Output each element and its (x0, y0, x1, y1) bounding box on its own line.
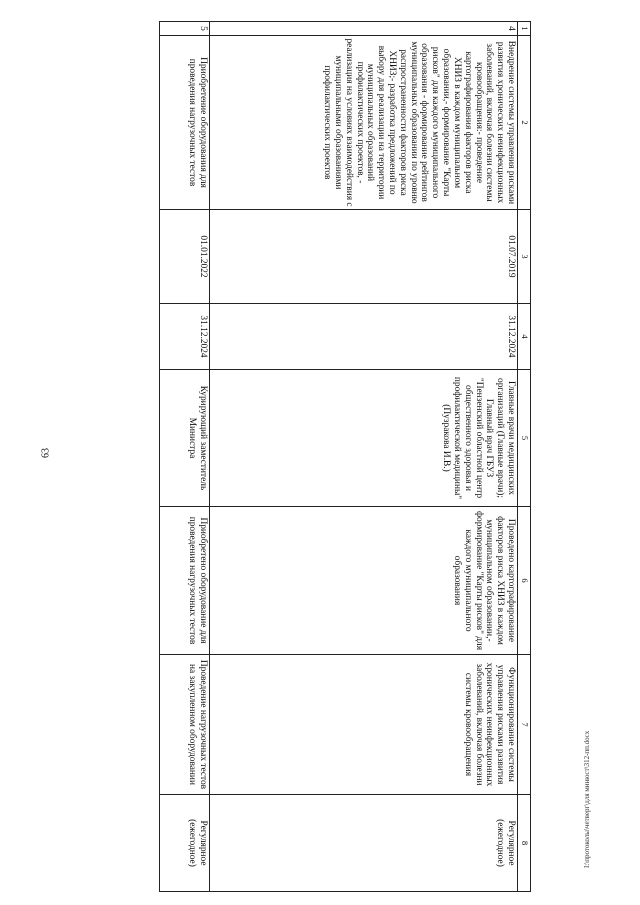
header-cell: 6 (518, 507, 531, 655)
result-cell: Проведено картографирование факторов риска ХНИЗ в каждом муниципальном образовании,- формирование "Карты рисков" для каждого муниципального образования (210, 507, 518, 655)
row-number: 4 (210, 22, 518, 36)
header-cell: 1 (518, 22, 531, 36)
end-date-cell: 31.12.2024 (210, 304, 518, 370)
rotated-table-container (111, 21, 531, 891)
events-table (159, 21, 531, 892)
row-number: 5 (160, 22, 210, 36)
table-row (160, 22, 210, 892)
effect-cell: Функционирование системы управления рисками развития хронических неинфекционных заболеваний, включая болезни системы кровообращения (210, 655, 518, 795)
periodicity-cell: Регулярное (ежегодное) (210, 795, 518, 892)
start-date-cell: 01.01.2022 (160, 210, 210, 304)
result-cell: Приобретено оборудование для проведения нагрузочных тестов (160, 507, 210, 655)
end-date-cell: 31.12.2024 (160, 304, 210, 370)
measure-name-cell: Внедрение системы управления рисками развития хронических неинфекционных заболеваний, включая болезни системы кровообращения:- проведение картографирования факторов риска ХНИЗ в каждом муниципальном образовании,- формирование "Карты рисков" для каждого муниципального образования - формирование рейтингов муниципальных образовании по уровню распространенности факторов риска ХНИЗ;- разработка предложений по выбору для реализации на территории муниципальных образований профилактических проектов, - реализация на условиях взаимодействия с муниципальными образованиями профилактических проектов (210, 36, 518, 210)
table-row (210, 22, 518, 892)
measure-name-cell: Приобретение оборудования для проведения нагрузочных тестов (160, 36, 210, 210)
page-number: 63 (40, 448, 52, 458)
header-cell: 4 (518, 304, 531, 370)
responsible-cell: Главные врачи медицинских организаций (Главные врачи); Главный врач ГБУЗ "Пензенский областной центр общественного здоровья и профилактической медицины" (Пузракова И.В.) (210, 370, 518, 507)
periodicity-cell: Регулярное (ежегодное) (160, 795, 210, 892)
header-cell: 5 (518, 370, 531, 507)
responsible-cell: Курирующий заместитель Министра (160, 370, 210, 507)
header-cell: 7 (518, 655, 531, 795)
footer-file-path: I:\протоколы\четверг\для минюст\312-пп.docx (583, 730, 591, 868)
start-date-cell: 01.07.2019 (210, 210, 518, 304)
header-cell: 2 (518, 36, 531, 210)
header-cell: 8 (518, 795, 531, 892)
effect-cell: Проведение нагрузочных тестов на закупленном оборудовании (160, 655, 210, 795)
header-cell: 3 (518, 210, 531, 304)
header-row (518, 22, 531, 892)
